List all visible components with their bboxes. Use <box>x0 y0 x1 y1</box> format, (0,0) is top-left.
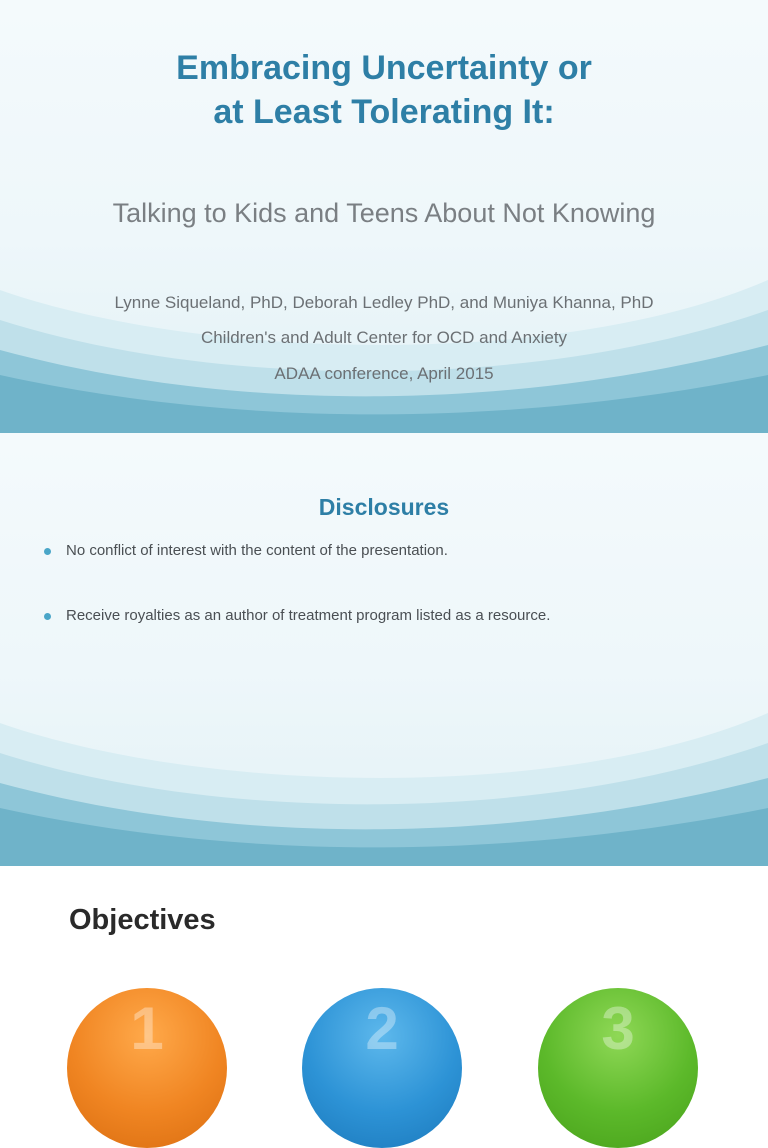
objective-circle-3 <box>538 988 698 1148</box>
list-item <box>44 541 734 561</box>
objective-circle-2 <box>302 988 462 1148</box>
conference-line: ADAA conference, April 2015 <box>274 364 494 383</box>
disclosures-slide <box>0 433 768 866</box>
title-line-1: Embracing Uncertainty or <box>176 49 592 87</box>
authors-line: Lynne Siqueland, PhD, Deborah Ledley PhD, and Muniya Khanna, PhD <box>114 293 654 312</box>
bullet-text: No conflict of interest with the content of the presentation. <box>66 542 448 559</box>
bullet-dot-icon <box>44 548 51 555</box>
decorative-wave <box>0 683 768 866</box>
list-item <box>44 606 734 626</box>
objectives-slide <box>0 866 768 1062</box>
objective-number: 1 <box>130 995 164 1062</box>
title-line-2: at Least Tolerating It: <box>213 93 555 131</box>
bullet-dot-icon <box>44 613 51 620</box>
objective-circle-1 <box>67 988 227 1148</box>
organization-line: Children's and Adult Center for OCD and Anxiety <box>200 328 568 347</box>
presentation-title <box>0 46 768 134</box>
presentation-subtitle: Talking to Kids and Teens About Not Knowing <box>112 198 656 228</box>
slide-title: Disclosures <box>318 494 450 520</box>
slide-title: Objectives <box>69 904 216 936</box>
bullet-text: Receive royalties as an author of treatment program listed as a resource. <box>66 607 551 624</box>
title-slide <box>0 0 768 433</box>
objective-number: 3 <box>601 995 635 1062</box>
objective-number: 2 <box>365 995 399 1062</box>
